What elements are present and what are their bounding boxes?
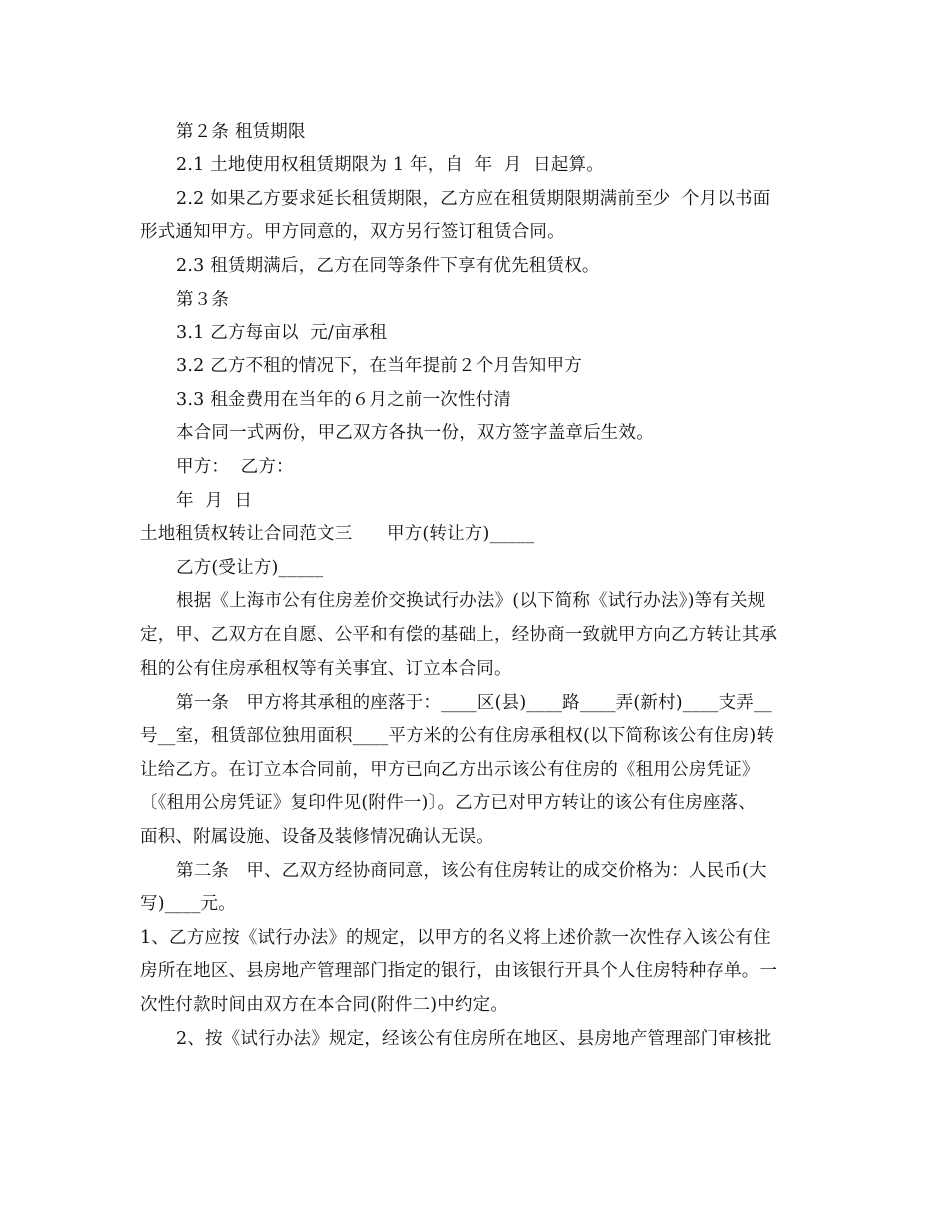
article-1-line-5: 面积、附属设施、设备及装修情况确认无误。 [140, 827, 494, 847]
transferee-line: 乙方(受让方)_____ [176, 558, 324, 578]
article-2-line-1: 第二条 甲、乙双方经协商同意，该公有住房转让的成交价格为：人民币(大 [176, 861, 767, 881]
preamble-line-3: 租的公有住房承租权等有关事宜、订立本合同。 [140, 659, 512, 679]
signature-date: 年 月 日 [176, 491, 253, 511]
article-2-heading: 第２条 租赁期限 [176, 122, 306, 142]
preamble-line-1: 根据《上海市公有住房差价交换试行办法》(以下简称《试行办法》)等有关规 [176, 591, 766, 611]
clause-2-1: 2.1 土地使用权租赁期限为 1 年，自 年 月 日起算。 [176, 155, 604, 175]
clause-3-2: 3.2 乙方不租的情况下，在当年提前２个月告知甲方 [176, 356, 582, 376]
preamble-line-2: 定，甲、乙双方在自愿、公平和有偿的基础上，经协商一致就甲方向乙方转让其承 [140, 625, 778, 645]
clause-3-3: 3.3 租金费用在当年的６月之前一次性付清 [176, 390, 512, 410]
article-1-line-4: 〔《租用公房凭证》复印件见(附件一)〕。乙方已对甲方转让的该公有住房座落、 [140, 793, 757, 813]
section-title-transferor: 土地租赁权转让合同范文三 甲方(转让方)_____ [140, 524, 535, 544]
item-2-line-1: 2、按《试行办法》规定，经该公有住房所在地区、县房地产管理部门审核批 [176, 1029, 772, 1049]
clause-2-2-line-1: 2.2 如果乙方要求延长租赁期限，乙方应在租赁期限期满前至少 个月以书面 [176, 189, 771, 209]
item-1-line-1: 1、乙方应按《试行办法》的规定，以甲方的名义将上述价款一次性存入该公有住 [140, 928, 771, 948]
article-1-line-2: 号__室，租赁部位独用面积____平方米的公有住房承租权(以下简称该公有住房)转 [140, 726, 775, 746]
article-3-heading: 第３条 [176, 290, 230, 310]
item-1-line-3: 次性付款时间由双方在本合同(附件二)中约定。 [140, 995, 509, 1015]
signature-parties: 甲方： 乙方： [176, 457, 294, 477]
article-1-line-1: 第一条 甲方将其承租的座落于：____区(县)____路____弄(新村)____支弄__ [176, 693, 772, 713]
article-2-line-2: 写)____元。 [140, 894, 236, 914]
item-1-line-2: 房所在地区、县房地产管理部门指定的银行，由该银行开具个人住房特种存单。一 [140, 961, 778, 981]
clause-3-1: 3.1 乙方每亩以 元/亩承租 [176, 323, 388, 343]
effectiveness-clause: 本合同一式两份，甲乙双方各执一份，双方签字盖章后生效。 [176, 423, 654, 443]
article-1-line-3: 让给乙方。在订立本合同前，甲方已向乙方出示该公有住房的《租用公房凭证》 [140, 760, 760, 780]
clause-2-3: 2.3 租赁期满后，乙方在同等条件下享有优先租赁权。 [176, 256, 600, 276]
clause-2-2-line-2: 形式通知甲方。甲方同意的，双方另行签订租赁合同。 [140, 222, 565, 242]
